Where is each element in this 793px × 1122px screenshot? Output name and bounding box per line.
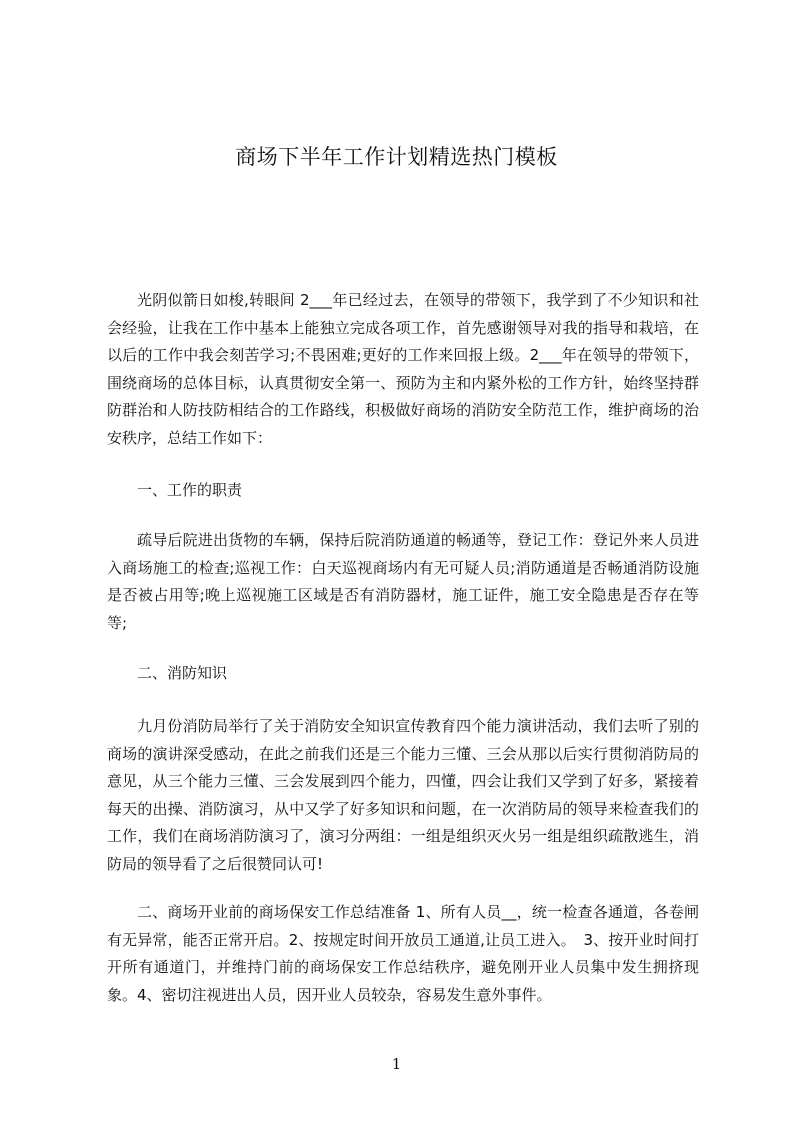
opening-preparation-paragraph: 二、商场开业前的商场保安工作总结准备 1、所有人员__，统一检查各通道，各卷闸有无异常，能否正常开启。2、按规定时间开放员工通道,让员工进入。 3、按开业时间打开所有通道门，并维持门前的商场保安工作总结秩序，避免刚开业人员集中发生拥挤现象。4、密切注视进出人员，因开业人员较杂，容易发生意外事件。 <box>107 903 699 1004</box>
duties-paragraph: 疏导后院进出货物的车辆，保持后院消防通道的畅通等，登记工作：登记外来人员进入商场施工的检查;巡视工作：白天巡视商场内有无可疑人员;消防通道是否畅通消防设施是否被占用等;晚上巡视施工区域是否有消防器材，施工证件，施工安全隐患是否存在等等; <box>107 531 699 632</box>
intro-paragraph: 光阴似箭日如梭,转眼间 2___年已经过去，在领导的带领下，我学到了不少知识和社会经验，让我在工作中基本上能独立完成各项工作，首先感谢领导对我的指导和栽培，在以后的工作中我会刻苦学习;不畏困难;更好的工作来回报上级。2___年在领导的带领下，围绕商场的总体目标，认真贯彻安全第一、预防为主和内紧外松的工作方针，始终坚持群防群治和人防技防相结合的工作路线，积极做好商场的消防安全防范工作，维护商场的治安秩序，总结工作如下： <box>107 291 699 447</box>
page-number: 1 <box>391 1055 402 1073</box>
fire-knowledge-paragraph: 九月份消防局举行了关于消防安全知识宣传教育四个能力演讲活动，我们去听了别的商场的演讲深受感动，在此之前我们还是三个能力三懂、三会从那以后实行贯彻消防局的意见，从三个能力三懂、三会发展到四个能力，四懂，四会让我们又学到了好多，紧接着每天的出操、消防演习，从中又学了好多知识和问题，在一次消防局的领导来检查我们的工作，我们在商场消防演习了，演习分两组：一组是组织灭火另一组是组织疏散逃生，消防局的领导看了之后很赞同认可! <box>107 717 699 873</box>
document-title: 商场下半年工作计划精选热门模板 <box>235 145 558 169</box>
section-heading-duties: 一、工作的职责 <box>137 481 243 499</box>
section-heading-fire-knowledge: 二、消防知识 <box>137 664 228 682</box>
